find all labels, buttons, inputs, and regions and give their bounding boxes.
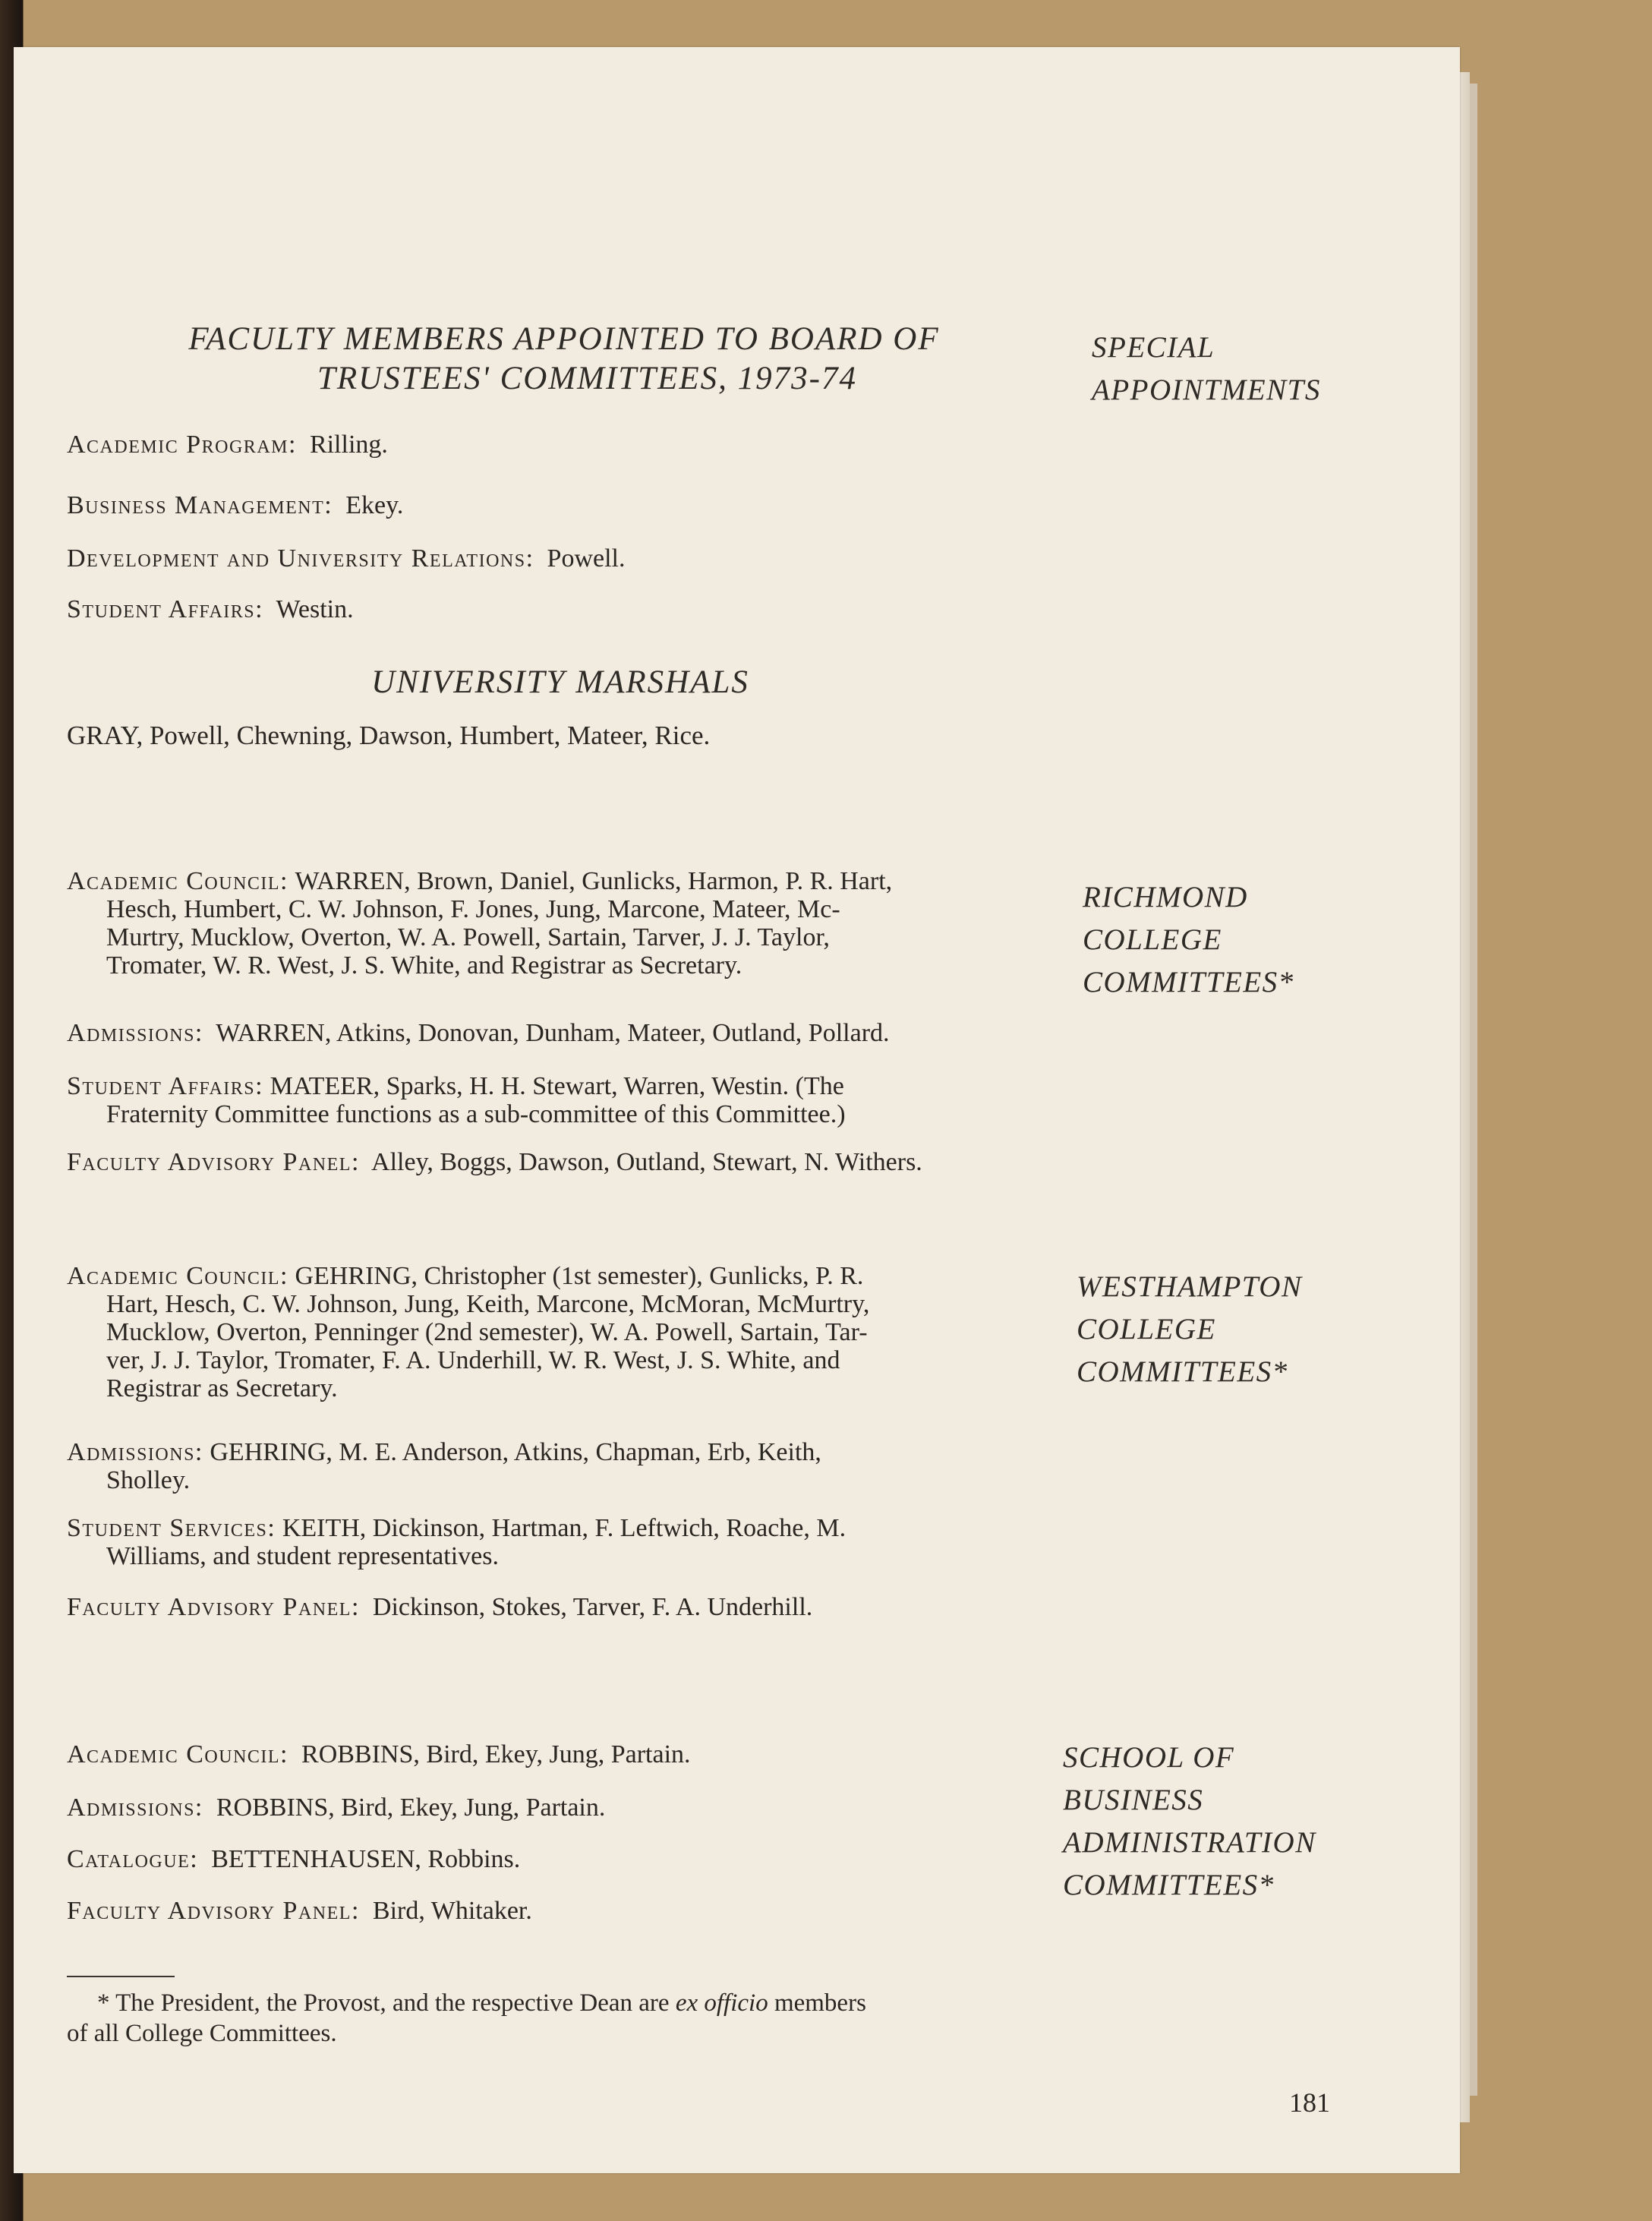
entry-text: Westin.	[276, 595, 354, 623]
entry-text: Sholley.	[106, 1466, 191, 1494]
side-heading-line: SCHOOL OF	[1063, 1741, 1235, 1774]
entry-text: Fraternity Committee functions as a sub-committee of this Committee.)	[106, 1100, 846, 1128]
westhampton-faculty-advisory-panel	[67, 1593, 1077, 1621]
entry-label: Academic Council:	[67, 1262, 289, 1290]
side-heading-line: COMMITTEES*	[1077, 1355, 1288, 1388]
trustees-entry-academic-program	[67, 431, 1054, 459]
trustees-heading-line1: FACULTY MEMBERS APPOINTED TO BOARD OF	[188, 321, 940, 357]
side-heading-line: ADMINISTRATION	[1063, 1826, 1316, 1859]
trustees-entry-business-management	[67, 491, 1054, 519]
marshals-list: GRAY, Powell, Chewning, Dawson, Humbert, Mateer, Rice.	[67, 721, 711, 750]
side-heading-line: BUSINESS	[1063, 1784, 1204, 1816]
footnote-text: * The President, the Provost, and the respective Dean are	[97, 1989, 676, 2017]
westhampton-admissions	[67, 1438, 1077, 1494]
side-heading-line: RICHMOND	[1083, 881, 1248, 913]
entry-label: Admissions:	[67, 1019, 203, 1047]
side-heading-line: COLLEGE	[1083, 923, 1222, 956]
footnote-rule	[67, 1976, 175, 1977]
entry-text: ROBBINS, Bird, Ekey, Jung, Partain.	[301, 1740, 691, 1768]
entry-label: Faculty Advisory Panel:	[67, 1897, 360, 1925]
entry-text: Alley, Boggs, Dawson, Outland, Stewart, N. Withers.	[371, 1148, 922, 1176]
westhampton-side-heading	[1077, 1266, 1302, 1393]
entry-text: BETTENHAUSEN, Robbins.	[211, 1845, 521, 1873]
side-heading-line: COMMITTEES*	[1083, 966, 1294, 999]
entry-text: Dickinson, Stokes, Tarver, F. A. Underhill.	[372, 1593, 813, 1621]
entry-text: Bird, Whitaker.	[372, 1897, 532, 1925]
entry-label: Admissions:	[67, 1794, 203, 1822]
westhampton-academic-council	[67, 1262, 1077, 1402]
entry-label: Academic Program:	[67, 431, 297, 459]
entry-text: Hesch, Humbert, C. W. Johnson, F. Jones, Jung, Marcone, Mateer, Mc-	[106, 895, 840, 923]
side-heading-line: WESTHAMPTON	[1077, 1270, 1303, 1303]
entry-text: ROBBINS, Bird, Ekey, Jung, Partain.	[216, 1794, 606, 1822]
entry-text: GEHRING, M. E. Anderson, Atkins, Chapman, Erb, Keith,	[210, 1438, 821, 1466]
entry-label: Academic Council:	[67, 867, 289, 895]
entry-text: Mucklow, Overton, Penninger (2nd semester), W. A. Powell, Sartain, Tar-	[106, 1318, 868, 1346]
trustees-entry-development	[67, 544, 1054, 573]
footnote-text: of all College Committees.	[67, 2020, 337, 2047]
footnote-emphasis: ex officio	[675, 1989, 768, 2017]
trustees-heading-line2: TRUSTEES' COMMITTEES, 1973-74	[317, 361, 857, 396]
entry-label: Business Management:	[67, 491, 333, 519]
entry-text: ver, J. J. Taylor, Tromater, F. A. Underhill, W. R. West, J. S. White, and	[106, 1346, 840, 1374]
side-heading-line: COLLEGE	[1077, 1313, 1216, 1346]
entry-label: Catalogue:	[67, 1845, 199, 1873]
richmond-side-heading	[1083, 876, 1294, 1004]
page-number: 181	[1289, 2087, 1330, 2118]
side-heading-line: SPECIAL	[1092, 331, 1215, 364]
richmond-academic-council	[67, 867, 1077, 980]
entry-text: WARREN, Brown, Daniel, Gunlicks, Harmon, P. R. Hart,	[295, 867, 893, 895]
business-catalogue	[67, 1845, 1054, 1873]
entry-text: Williams, and student representatives.	[106, 1542, 499, 1570]
footnote	[67, 1988, 1054, 2049]
entry-text: Tromater, W. R. West, J. S. White, and Registrar as Secretary.	[106, 951, 742, 980]
entry-label: Student Affairs:	[67, 595, 264, 623]
entry-text: Powell.	[547, 544, 626, 573]
entry-text: WARREN, Atkins, Donovan, Dunham, Mateer, Outland, Pollard.	[216, 1019, 890, 1047]
entry-text: Murtry, Mucklow, Overton, W. A. Powell, Sartain, Tarver, J. J. Taylor,	[106, 923, 830, 951]
entry-label: Faculty Advisory Panel:	[67, 1593, 360, 1621]
entry-label: Faculty Advisory Panel:	[67, 1148, 360, 1176]
entry-text: Ekey.	[345, 491, 404, 519]
entry-text: Registrar as Secretary.	[106, 1374, 338, 1402]
entry-label: Academic Council:	[67, 1740, 289, 1768]
entry-text: Hart, Hesch, C. W. Johnson, Jung, Keith, Marcone, McMoran, McMurtry,	[106, 1290, 870, 1318]
footnote-text: members	[768, 1989, 866, 2017]
entry-label: Student Services:	[67, 1514, 276, 1542]
special-appointments-side-heading	[1092, 327, 1321, 412]
entry-text: KEITH, Dickinson, Hartman, F. Leftwich, Roache, M.	[282, 1514, 846, 1542]
westhampton-student-services	[67, 1514, 1077, 1570]
richmond-student-affairs	[67, 1072, 1077, 1128]
richmond-faculty-advisory-panel	[67, 1148, 1077, 1176]
business-academic-council	[67, 1740, 1054, 1768]
side-heading-line: COMMITTEES*	[1063, 1869, 1275, 1901]
entry-text: MATEER, Sparks, H. H. Stewart, Warren, Westin. (The	[270, 1072, 844, 1100]
side-heading-line: APPOINTMENTS	[1092, 374, 1321, 406]
trustees-entry-student-affairs	[67, 595, 1054, 623]
entry-label: Student Affairs:	[67, 1072, 264, 1100]
entry-text: GEHRING, Christopher (1st semester), Gunlicks, P. R.	[295, 1262, 864, 1290]
book-page	[14, 47, 1460, 2173]
entry-text: Rilling.	[309, 431, 388, 459]
richmond-admissions	[67, 1019, 1077, 1047]
page-stack-edge-2	[1470, 84, 1477, 2096]
business-side-heading	[1063, 1737, 1316, 1907]
business-admissions	[67, 1794, 1054, 1822]
entry-label: Admissions:	[67, 1438, 203, 1466]
entry-label: Development and University Relations:	[67, 544, 534, 573]
business-faculty-advisory-panel	[67, 1897, 1054, 1925]
marshals-heading: UNIVERSITY MARSHALS	[371, 664, 749, 700]
